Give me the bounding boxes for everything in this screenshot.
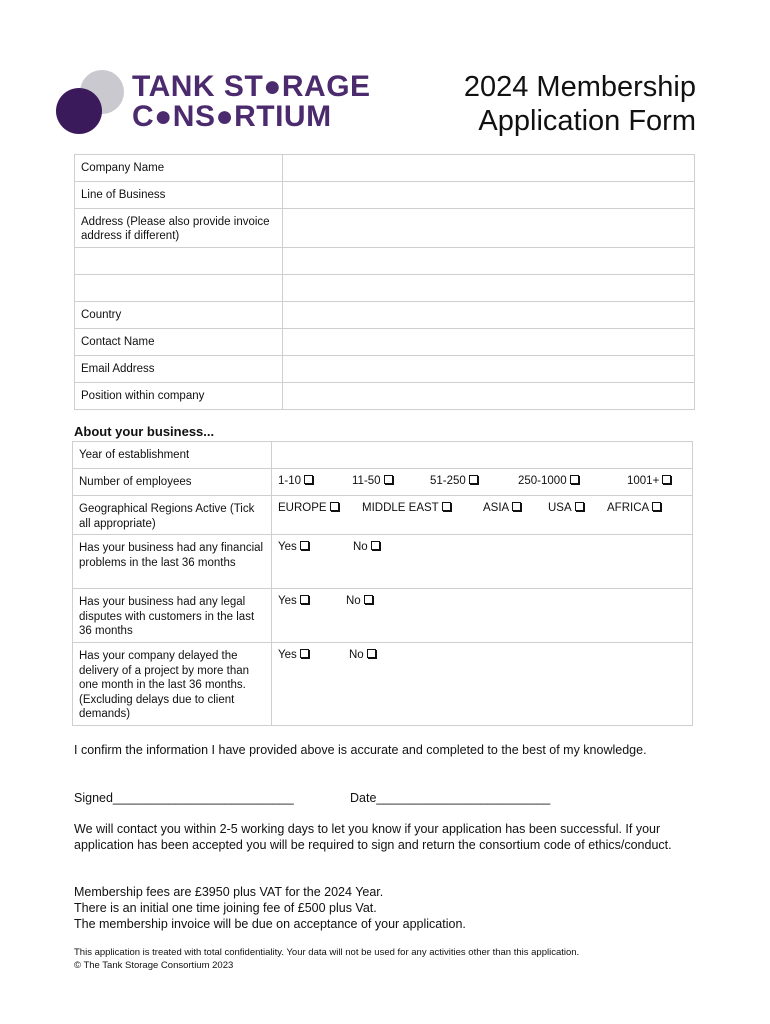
fees-text (74, 884, 684, 932)
checkbox-icon (367, 649, 376, 658)
contact-name-label: Contact Name (75, 329, 283, 356)
address-label-blank-3 (75, 275, 283, 302)
employees-option[interactable]: 250-1000 (518, 475, 579, 487)
address-label: Address (Please also provide invoice address if different) (75, 209, 283, 248)
address-label-blank-2 (75, 248, 283, 275)
checkbox-icon (384, 475, 393, 484)
employees-options (272, 469, 693, 496)
form-title-line-1: 2024 Membership (463, 71, 696, 103)
no-option[interactable]: No (349, 649, 376, 661)
email-address-field[interactable] (282, 356, 694, 383)
fees-line-2: There is an initial one time joining fee of £500 plus Vat. (74, 901, 377, 915)
contact-text: We will contact you within 2-5 working days to let you know if your application has been successful. If your application has been accepted you will be required to sign and return the consortium code of ethics/conduct. (74, 822, 672, 852)
yes-option[interactable]: Yes (278, 541, 309, 553)
fees-line-3: The membership invoice will be due on acceptance of your application. (74, 917, 466, 931)
checkbox-icon (304, 475, 313, 484)
year-established-label: Year of establishment (73, 442, 272, 469)
checkbox-icon (300, 649, 309, 658)
country-label: Country (75, 302, 283, 329)
region-option[interactable]: EUROPE (278, 502, 339, 514)
regions-label: Geographical Regions Active (Tick all appropriate) (73, 496, 272, 535)
logo-circles-icon (52, 66, 132, 136)
country-field[interactable] (282, 302, 694, 329)
checkbox-icon (300, 541, 309, 550)
checkbox-icon (364, 595, 373, 604)
address-field-3[interactable] (282, 275, 694, 302)
form-title (464, 70, 696, 138)
region-option[interactable]: USA (548, 502, 584, 514)
copyright: © The Tank Storage Consortium 2023 (74, 960, 234, 971)
fees-line-1: Membership fees are £3950 plus VAT for the 2024 Year. (74, 885, 384, 899)
logo-line-2: C●NS●RTIUM (132, 100, 332, 133)
legal-disputes-label: Has your business had any legal disputes with customers in the last 36 months (73, 589, 272, 643)
yes-option[interactable]: Yes (278, 649, 309, 661)
contact-name-field[interactable] (282, 329, 694, 356)
about-business-heading: About your business... (74, 424, 215, 439)
no-option[interactable]: No (346, 595, 373, 607)
position-label: Position within company (75, 383, 283, 410)
checkbox-icon (300, 595, 309, 604)
logo (52, 66, 412, 136)
position-field[interactable] (282, 383, 694, 410)
project-delay-options (272, 643, 693, 726)
checkbox-icon (371, 541, 380, 550)
line-of-business-field[interactable] (282, 182, 694, 209)
employees-option[interactable]: 11-50 (352, 475, 393, 487)
company-details-table (74, 154, 695, 410)
no-option[interactable]: No (353, 541, 380, 553)
checkbox-icon (330, 502, 339, 511)
address-field-1[interactable] (282, 209, 694, 248)
project-delay-label: Has your company delayed the delivery of a project by more than one month in the last 36 months. (Excluding delays due to client demands) (73, 643, 272, 726)
employees-option[interactable]: 1001+ (627, 475, 671, 487)
region-option[interactable]: MIDDLE EAST (362, 502, 451, 514)
company-name-label: Company Name (75, 155, 283, 182)
legal-disputes-options (272, 589, 693, 643)
email-address-label: Email Address (75, 356, 283, 383)
checkbox-icon (652, 502, 661, 511)
address-field-2[interactable] (282, 248, 694, 275)
checkbox-icon (575, 502, 584, 511)
employees-option[interactable]: 1-10 (278, 475, 313, 487)
checkbox-icon (442, 502, 451, 511)
regions-options (272, 496, 693, 535)
confirmation-text: I confirm the information I have provided above is accurate and completed to the best of my knowledge. (74, 743, 647, 757)
region-option[interactable]: ASIA (483, 502, 521, 514)
date-line[interactable]: Date_________________________ (350, 791, 551, 805)
checkbox-icon (512, 502, 521, 511)
confidentiality-note: This application is treated with total confidentiality. Your data will not be used for any activities other than this application. (74, 947, 580, 958)
checkbox-icon (662, 475, 671, 484)
line-of-business-label: Line of Business (75, 182, 283, 209)
yes-option[interactable]: Yes (278, 595, 309, 607)
year-established-field[interactable] (272, 442, 693, 469)
business-table (72, 441, 693, 726)
checkbox-icon (570, 475, 579, 484)
logo-line-1: TANK ST●RAGE (132, 70, 371, 103)
checkbox-icon (469, 475, 478, 484)
employees-option[interactable]: 51-250 (430, 475, 478, 487)
signed-line[interactable]: Signed__________________________ (74, 791, 294, 805)
region-option[interactable]: AFRICA (607, 502, 661, 514)
employees-label: Number of employees (73, 469, 272, 496)
company-name-field[interactable] (282, 155, 694, 182)
financial-problems-label: Has your business had any financial problems in the last 36 months (73, 535, 272, 589)
form-title-line-2: Application Form (478, 105, 696, 137)
footer (74, 946, 714, 972)
financial-problems-options (272, 535, 693, 589)
